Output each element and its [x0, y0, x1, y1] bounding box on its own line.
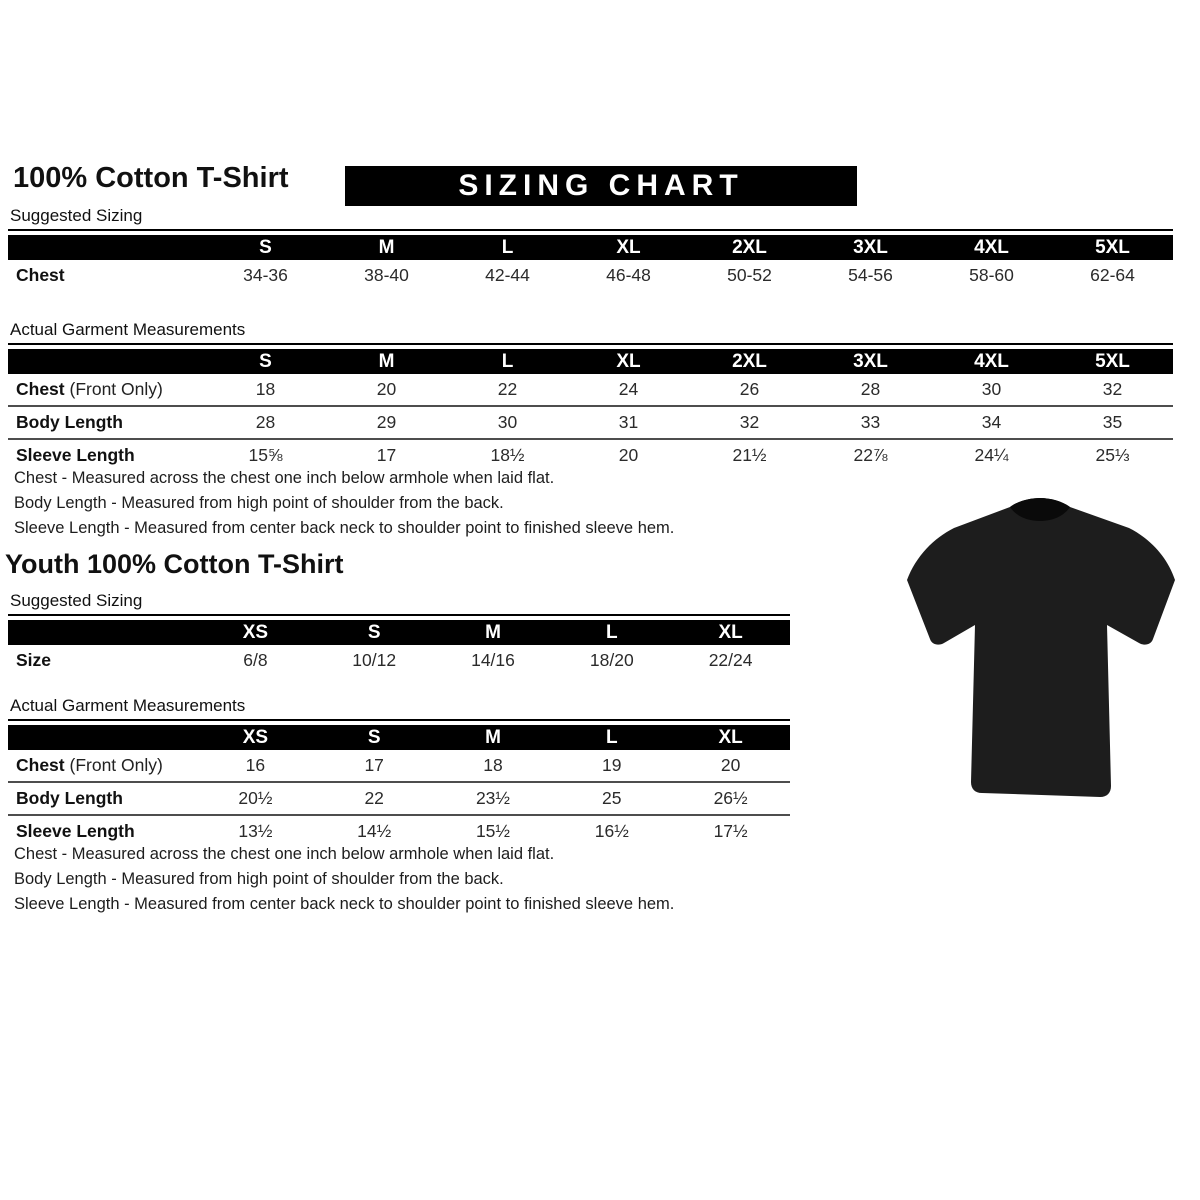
- page-title: 100% Cotton T-Shirt: [13, 162, 289, 194]
- header-corner: [8, 725, 196, 750]
- note-body-length: Body Length - Measured from high point of shoulder from the back.: [14, 494, 504, 512]
- adult-measurements-section: [8, 320, 1173, 471]
- column-header-xl: XL: [568, 235, 689, 260]
- header-corner: [8, 620, 196, 645]
- cell: 18/20: [589, 650, 634, 670]
- adult-measurements-table: [8, 349, 1173, 471]
- youth-measurement-notes: [14, 842, 814, 917]
- tshirt-graphic: [890, 486, 1190, 811]
- cell: 34-36: [243, 265, 288, 285]
- cell: 38-40: [364, 265, 409, 285]
- rule: [8, 719, 790, 721]
- cell: 15⅝: [205, 439, 326, 471]
- cell: 32: [689, 406, 810, 439]
- column-header-3xl: 3XL: [810, 235, 931, 260]
- cell: 30: [447, 406, 568, 439]
- row-label: Size: [16, 650, 52, 670]
- column-header-s: S: [315, 725, 434, 750]
- cell: 14½: [315, 815, 434, 847]
- row-label: Sleeve Length: [8, 439, 205, 471]
- youth-measurements-section: [8, 696, 790, 847]
- youth-suggested-sizing-table: [8, 620, 790, 676]
- cell: 35: [1052, 406, 1173, 439]
- cell: 58-60: [969, 265, 1014, 285]
- adult-suggested-sizing-section: [8, 206, 1173, 291]
- cell: 15½: [434, 815, 553, 847]
- header-row: [8, 349, 1173, 374]
- cell: 34: [931, 406, 1052, 439]
- cell: 26½: [671, 782, 790, 815]
- column-header-l: L: [552, 620, 671, 645]
- row-label: Sleeve Length: [8, 815, 196, 847]
- cell: 13½: [196, 815, 315, 847]
- column-header-m: M: [434, 725, 553, 750]
- column-header-l: L: [447, 235, 568, 260]
- youth-suggested-sizing-section: [8, 591, 790, 676]
- rule: [8, 343, 1173, 345]
- column-header-xl: XL: [671, 725, 790, 750]
- cell: 20½: [196, 782, 315, 815]
- column-header-5xl: 5XL: [1052, 349, 1173, 374]
- black-tshirt-image: [890, 486, 1190, 811]
- row-label: Body Length: [8, 406, 205, 439]
- note-sleeve-length: Sleeve Length - Measured from center back neck to shoulder point to finished sleeve hem.: [14, 895, 675, 913]
- cell: 25: [552, 782, 671, 815]
- adult-measurement-notes: [14, 466, 814, 541]
- cell: 22: [315, 782, 434, 815]
- note-sleeve-length: Sleeve Length - Measured from center back neck to shoulder point to finished sleeve hem.: [14, 519, 675, 537]
- column-header-4xl: 4XL: [931, 235, 1052, 260]
- cell: 21½: [689, 439, 810, 471]
- cell: 18½: [447, 439, 568, 471]
- cell: 33: [810, 406, 931, 439]
- column-header-s: S: [315, 620, 434, 645]
- cell: 23½: [434, 782, 553, 815]
- column-header-5xl: 5XL: [1052, 235, 1173, 260]
- cell: 22: [497, 379, 518, 399]
- column-header-4xl: 4XL: [931, 349, 1052, 374]
- column-header-s: S: [205, 349, 326, 374]
- cell: 32: [1102, 379, 1123, 399]
- column-header-m: M: [434, 620, 553, 645]
- cell: 6/8: [243, 650, 268, 670]
- note-chest: Chest - Measured across the chest one inch below armhole when laid flat.: [14, 469, 555, 487]
- adult-measurements-label: Actual Garment Measurements: [10, 320, 246, 339]
- cell: 16½: [552, 815, 671, 847]
- cell: 20: [720, 755, 741, 775]
- cell: 29: [326, 406, 447, 439]
- tshirt-body: [907, 498, 1175, 797]
- cell: 17½: [671, 815, 790, 847]
- cell: 17: [364, 755, 384, 775]
- rule: [8, 614, 790, 616]
- table-row: [8, 645, 790, 676]
- youth-suggested-sizing-label: Suggested Sizing: [10, 591, 143, 610]
- column-header-s: S: [205, 235, 326, 260]
- cell: 28: [860, 379, 881, 399]
- header-corner: [8, 349, 205, 374]
- cell: 22⅞: [810, 439, 931, 471]
- column-header-l: L: [447, 349, 568, 374]
- column-header-xs: XS: [196, 725, 315, 750]
- adult-suggested-sizing-table: [8, 235, 1173, 291]
- table-row: [8, 374, 1173, 406]
- row-label: Body Length: [8, 782, 196, 815]
- header-row: [8, 235, 1173, 260]
- cell: 20: [568, 439, 689, 471]
- rule: [8, 229, 1173, 231]
- column-header-xl: XL: [568, 349, 689, 374]
- row-label: Chest (Front Only): [16, 755, 163, 775]
- cell: 10/12: [352, 650, 397, 670]
- cell: 46-48: [606, 265, 651, 285]
- youth-measurements-label: Actual Garment Measurements: [10, 696, 246, 715]
- column-header-3xl: 3XL: [810, 349, 931, 374]
- cell: 24¼: [931, 439, 1052, 471]
- cell: 26: [739, 379, 760, 399]
- cell: 62-64: [1090, 265, 1135, 285]
- note-body-length: Body Length - Measured from high point of shoulder from the back.: [14, 870, 504, 888]
- cell: 28: [205, 406, 326, 439]
- cell: 18: [255, 379, 276, 399]
- youth-section-title: Youth 100% Cotton T-Shirt: [5, 549, 344, 579]
- sizing-chart-banner: SIZING CHART: [345, 166, 857, 206]
- cell: 19: [602, 755, 622, 775]
- cell: 16: [245, 755, 266, 775]
- note-chest: Chest - Measured across the chest one inch below armhole when laid flat.: [14, 845, 555, 863]
- cell: 30: [981, 379, 1002, 399]
- cell: 14/16: [471, 650, 515, 670]
- row-label: Chest: [16, 265, 65, 285]
- cell: 31: [568, 406, 689, 439]
- column-header-xl: XL: [671, 620, 790, 645]
- cell: 42-44: [485, 265, 530, 285]
- adult-suggested-sizing-label: Suggested Sizing: [10, 206, 143, 225]
- column-header-xs: XS: [196, 620, 315, 645]
- column-header-2xl: 2XL: [689, 349, 810, 374]
- table-row: [8, 260, 1173, 291]
- column-header-2xl: 2XL: [689, 235, 810, 260]
- header-row: [8, 725, 790, 750]
- cell: 50-52: [727, 265, 772, 285]
- header-corner: [8, 235, 205, 260]
- table-row: [8, 750, 790, 782]
- column-header-l: L: [552, 725, 671, 750]
- header-row: [8, 620, 790, 645]
- row-label: Chest (Front Only): [16, 379, 163, 399]
- column-header-m: M: [326, 349, 447, 374]
- cell: 20: [376, 379, 397, 399]
- cell: 22/24: [708, 650, 753, 670]
- cell: 18: [483, 755, 503, 775]
- youth-measurements-table: [8, 725, 790, 847]
- column-header-m: M: [326, 235, 447, 260]
- cell: 24: [618, 379, 639, 399]
- cell: 25⅓: [1052, 439, 1173, 471]
- table-row: [8, 406, 1173, 439]
- cell: 17: [326, 439, 447, 471]
- cell: 54-56: [848, 265, 893, 285]
- table-row: [8, 782, 790, 815]
